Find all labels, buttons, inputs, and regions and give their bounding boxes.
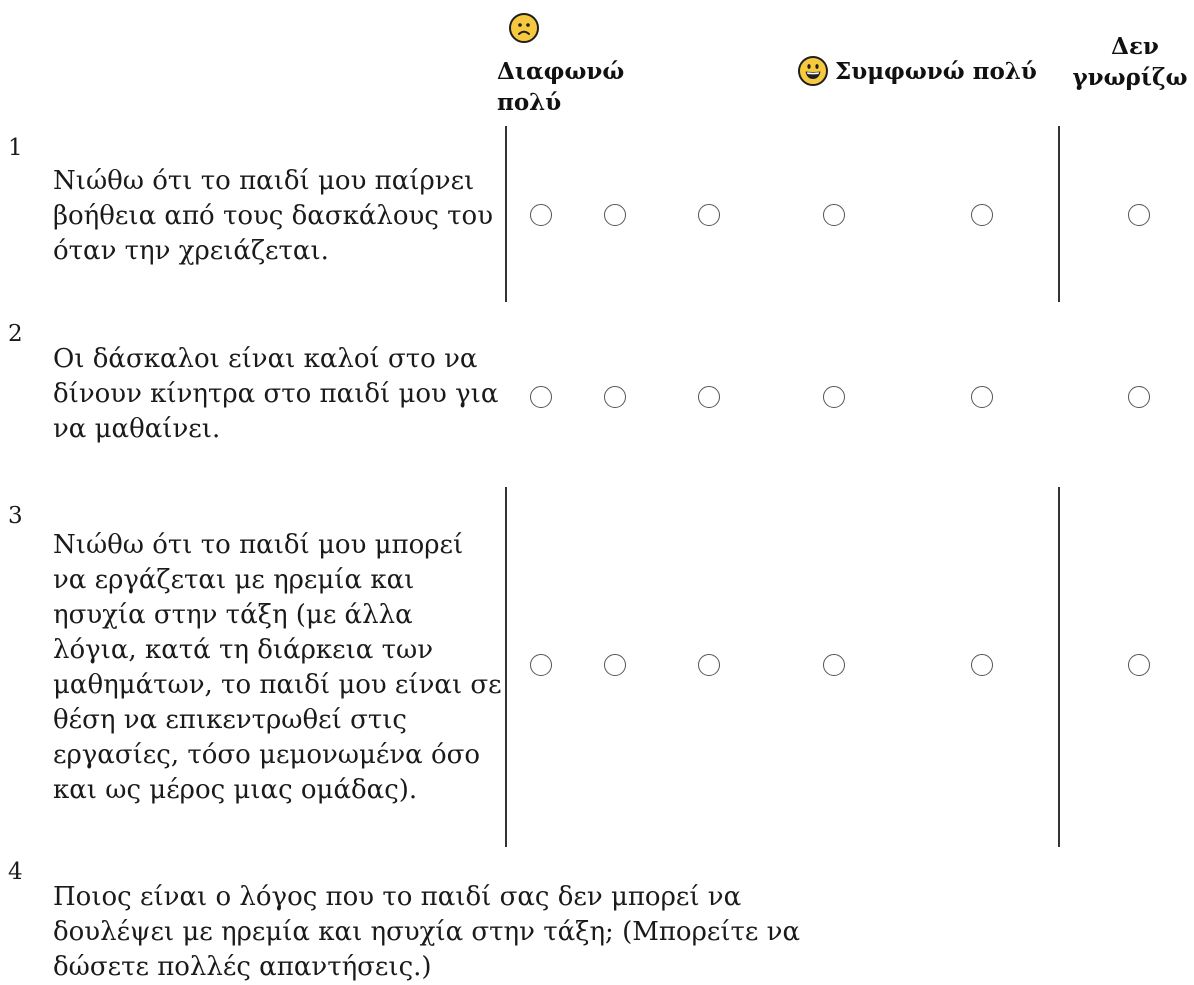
radio-option-1[interactable]	[530, 386, 552, 408]
radio-option-2[interactable]	[604, 386, 626, 408]
question-number: 1	[8, 135, 23, 161]
radio-option-2[interactable]	[604, 654, 626, 676]
question-number: 3	[8, 503, 23, 529]
question-text: Ποιος είναι ο λόγος που το παιδί σας δεν μπορεί να δουλέψει με ηρεμία και ησυχία στην τάξη; (Μπορείτε να δώσετε πολλές απαντήσεις.)	[53, 882, 801, 982]
radio-option-1[interactable]	[530, 654, 552, 676]
question-text: Νιώθω ότι το παιδί μου παίρνει βοήθεια από τους δασκάλους του όταν την χρειάζεται.	[53, 166, 494, 266]
scale-header	[0, 0, 1194, 125]
radio-option-5[interactable]	[971, 386, 993, 408]
column-divider	[505, 126, 507, 302]
radio-option-4[interactable]	[823, 654, 845, 676]
question-text: Οι δάσκαλοι είναι καλοί στο να δίνουν κίνητρα στο παιδί μου για να μαθαίνει.	[53, 344, 499, 444]
radio-option-2[interactable]	[604, 204, 626, 226]
column-divider	[1058, 487, 1060, 847]
dont-know-label-line2: γνωρίζω	[1072, 64, 1188, 91]
radio-option-4[interactable]	[823, 204, 845, 226]
radio-option-5[interactable]	[971, 204, 993, 226]
grinning-face-icon	[798, 56, 828, 86]
radio-option-dont-know[interactable]	[1128, 204, 1150, 226]
column-divider	[1058, 126, 1060, 302]
agree-strongly-label: Συμφωνώ πολύ	[835, 58, 1037, 85]
question-number: 4	[8, 859, 23, 885]
radio-option-3[interactable]	[698, 386, 720, 408]
radio-option-dont-know[interactable]	[1128, 654, 1150, 676]
radio-option-3[interactable]	[698, 654, 720, 676]
question-text: Νιώθω ότι το παιδί μου μπορεί να εργάζεται με ηρεμία και ησυχία στην τάξη (με άλλα λόγια, κατά τη διάρκεια των μαθημάτων, το παιδί μου είναι σε θέση να επικεντρωθεί στις εργασίες, τόσο μεμονωμένα όσο και ως μέρος μιας ομάδας).	[53, 530, 502, 805]
column-divider	[505, 487, 507, 847]
disagree-strongly-label: Διαφωνώ πολύ	[497, 58, 625, 116]
question-number: 2	[8, 321, 23, 347]
radio-option-dont-know[interactable]	[1128, 386, 1150, 408]
dont-know-label-line1: Δεν	[1111, 33, 1159, 60]
radio-option-5[interactable]	[971, 654, 993, 676]
radio-option-4[interactable]	[823, 386, 845, 408]
radio-option-1[interactable]	[530, 204, 552, 226]
sad-face-icon	[509, 13, 539, 43]
radio-option-3[interactable]	[698, 204, 720, 226]
